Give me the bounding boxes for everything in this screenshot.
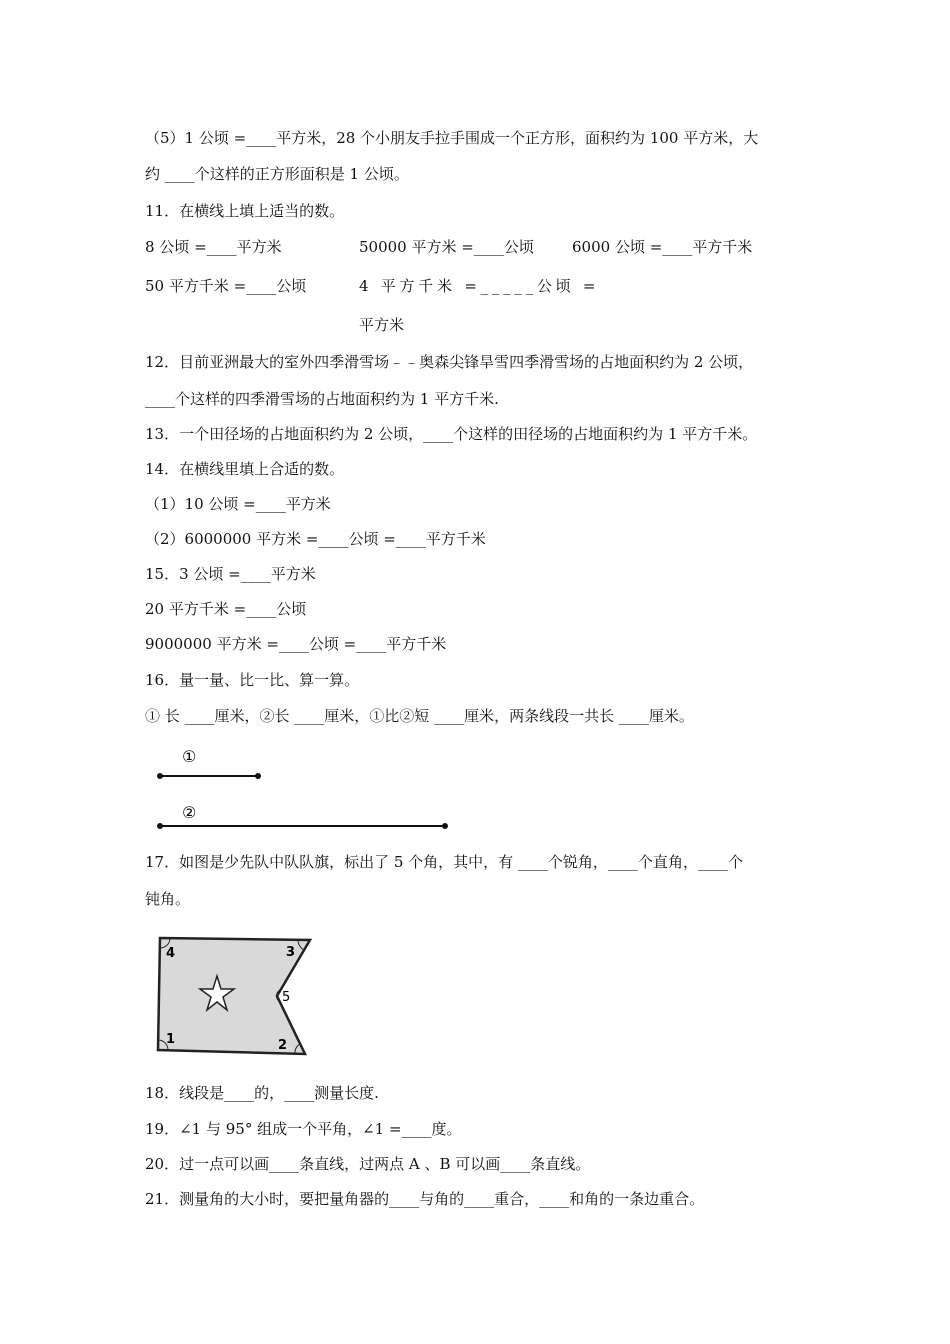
segments-figure xyxy=(150,742,460,837)
q15-line3: 9000000 平方米 =____公顷 =____平方千米 xyxy=(145,635,447,653)
segment1-label: ① xyxy=(182,747,197,766)
q10-5-line2: 约 ____个这样的正方形面积是 1 公顷。 xyxy=(145,165,409,183)
q11-item-a: 8 公顷 =____平方米 xyxy=(145,238,282,256)
q17-line1: 17．如图是少先队中队队旗，标出了 5 个角，其中，有 ____个锐角，____个直角，____个 xyxy=(145,853,743,871)
q11-item-f: 平方米 xyxy=(359,316,405,334)
segment-1-endpoint xyxy=(157,773,163,779)
q14-item-1: （1）10 公顷 =____平方米 xyxy=(145,495,331,513)
segment-1-endpoint xyxy=(255,773,261,779)
segment-2-endpoint xyxy=(442,823,448,829)
q16-question: ① 长 ____厘米，②长 ____厘米，①比②短 ____厘米，两条线段一共长 ____厘米。 xyxy=(145,707,694,725)
q11-title: 11．在横线上填上适当的数。 xyxy=(145,202,345,220)
q20: 20．过一点可以画____条直线，过两点 A 、B 可以画____条直线。 xyxy=(145,1155,591,1173)
flag-figure xyxy=(150,932,320,1060)
segment2-label: ② xyxy=(182,803,197,822)
angle-label-2: 2 xyxy=(278,1038,288,1053)
angle-label-3: 3 xyxy=(286,945,296,960)
q19: 19．∠1 与 95° 组成一个平角，∠1 =____度。 xyxy=(145,1120,462,1138)
angle-label-1: 1 xyxy=(166,1032,176,1047)
q10-5-line1: （5）1 公顷 =____平方米，28 个小朋友手拉手围成一个正方形，面积约为 100 平方米，大 xyxy=(145,129,759,147)
q21: 21．测量角的大小时，要把量角器的____与角的____重合，____和角的一条边重合。 xyxy=(145,1190,705,1208)
q12-line2: ____个这样的四季滑雪场的占地面积约为 1 平方千米. xyxy=(145,390,499,408)
q11-item-e: 4 平方千米 =_____公顷 = xyxy=(359,277,600,295)
segment-2-endpoint xyxy=(157,823,163,829)
q17-line2: 钝角。 xyxy=(145,890,191,908)
q14-item-2: （2）6000000 平方米 =____公顷 =____平方千米 xyxy=(145,530,486,548)
q16-title: 16．量一量、比一比、算一算。 xyxy=(145,671,360,689)
q11-item-c: 6000 公顷 =____平方千米 xyxy=(572,238,753,256)
q14-title: 14．在横线里填上合适的数。 xyxy=(145,460,345,478)
q12-line1: 12．目前亚洲最大的室外四季滑雪场﹣﹣奥森尖锋旱雪四季滑雪场的占地面积约为 2 公顷， xyxy=(145,353,754,371)
q13: 13．一个田径场的占地面积约为 2 公顷，____个这样的田径场的占地面积约为 1 平方千米。 xyxy=(145,425,758,443)
angle-label-4: 4 xyxy=(166,946,176,961)
q11-item-b: 50000 平方米 =____公顷 xyxy=(359,238,534,256)
q15-line2: 20 平方千米 =____公顷 xyxy=(145,600,307,618)
q11-item-d: 50 平方千米 =____公顷 xyxy=(145,277,307,295)
q18: 18．线段是____的，____测量长度. xyxy=(145,1084,379,1102)
q15-line1: 15．3 公顷 =____平方米 xyxy=(145,565,316,583)
angle-label-5: 5 xyxy=(282,990,291,1005)
